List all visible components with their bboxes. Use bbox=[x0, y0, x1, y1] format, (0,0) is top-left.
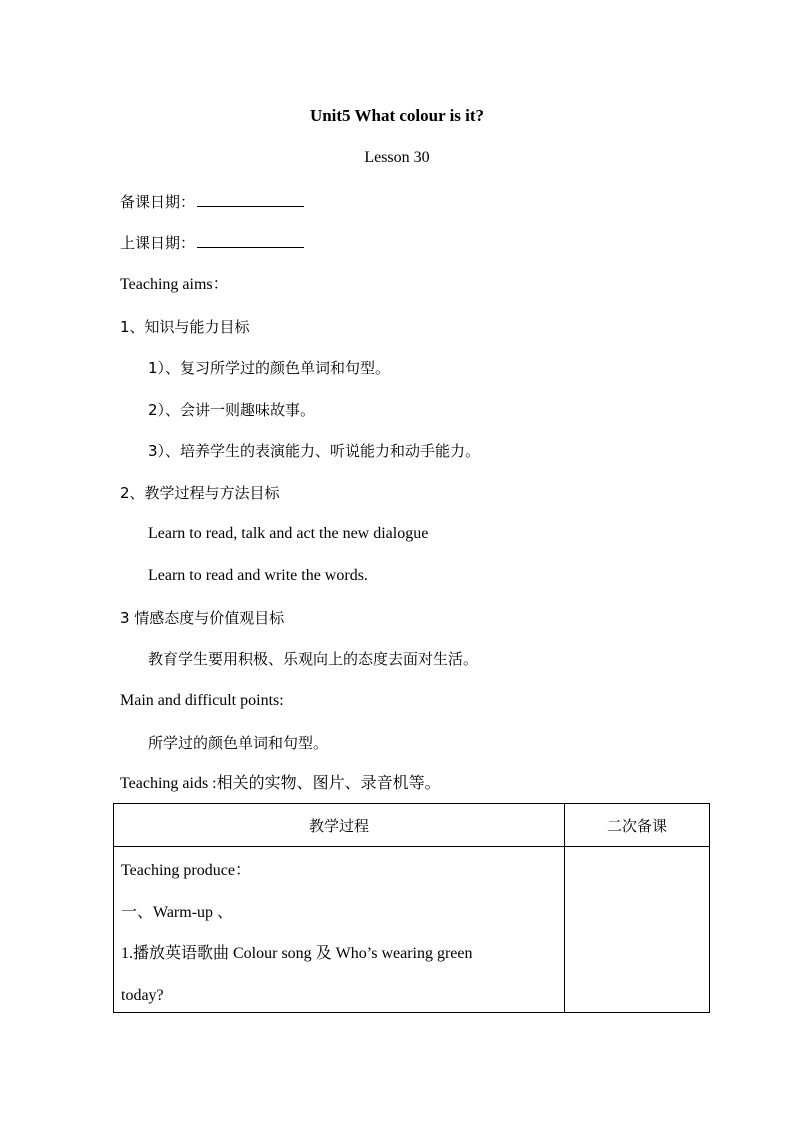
aim3-item: 教育学生要用积极、乐观向上的态度去面对生活。 bbox=[148, 650, 479, 668]
header-teaching-process: 教学过程 bbox=[114, 804, 565, 847]
process-line: today? bbox=[121, 987, 164, 1004]
process-line: Teaching produce： bbox=[121, 862, 251, 879]
aim3-heading: 3 情感态度与价值观目标 bbox=[120, 609, 285, 627]
prep-date-field bbox=[120, 192, 304, 212]
header-secondary-prep: 二次备课 bbox=[565, 804, 710, 847]
main-points-text: 所学过的颜色单词和句型。 bbox=[148, 734, 329, 752]
prep-date-label: 备课日期： bbox=[120, 193, 196, 211]
teaching-aids: Teaching aids :相关的实物、图片、录音机等。 bbox=[120, 775, 441, 792]
aim1-heading: 1、知识与能力目标 bbox=[120, 318, 250, 336]
teaching-aims-heading: Teaching aims： bbox=[120, 276, 229, 293]
aim2-heading: 2、教学过程与方法目标 bbox=[120, 484, 280, 502]
process-line: 一、Warm-up 、 bbox=[121, 904, 234, 921]
lesson-subtitle: Lesson 30 bbox=[364, 149, 430, 166]
class-date-blank bbox=[197, 233, 304, 248]
aim1-item: 1）、复习所学过的颜色单词和句型。 bbox=[148, 359, 391, 377]
table-row bbox=[114, 847, 710, 1013]
class-date-field bbox=[120, 233, 304, 253]
aim1-item: 2）、会讲一则趣味故事。 bbox=[148, 401, 316, 419]
process-line: 1.播放英语歌曲 Colour song 及 Who’s wearing green bbox=[121, 945, 473, 962]
aim2-item: Learn to read and write the words. bbox=[148, 567, 368, 584]
aim2-item: Learn to read, talk and act the new dialogue bbox=[148, 525, 429, 542]
table-header-row bbox=[114, 804, 710, 847]
main-points-heading: Main and difficult points: bbox=[120, 692, 284, 709]
notes-cell bbox=[565, 847, 710, 1013]
prep-date-blank bbox=[197, 192, 304, 207]
document-title: Unit5 What colour is it? bbox=[309, 106, 485, 125]
lesson-plan-table bbox=[113, 803, 710, 1013]
process-cell bbox=[114, 847, 565, 1013]
class-date-label: 上课日期： bbox=[120, 234, 196, 252]
aim1-item: 3）、培养学生的表演能力、听说能力和动手能力。 bbox=[148, 442, 481, 460]
